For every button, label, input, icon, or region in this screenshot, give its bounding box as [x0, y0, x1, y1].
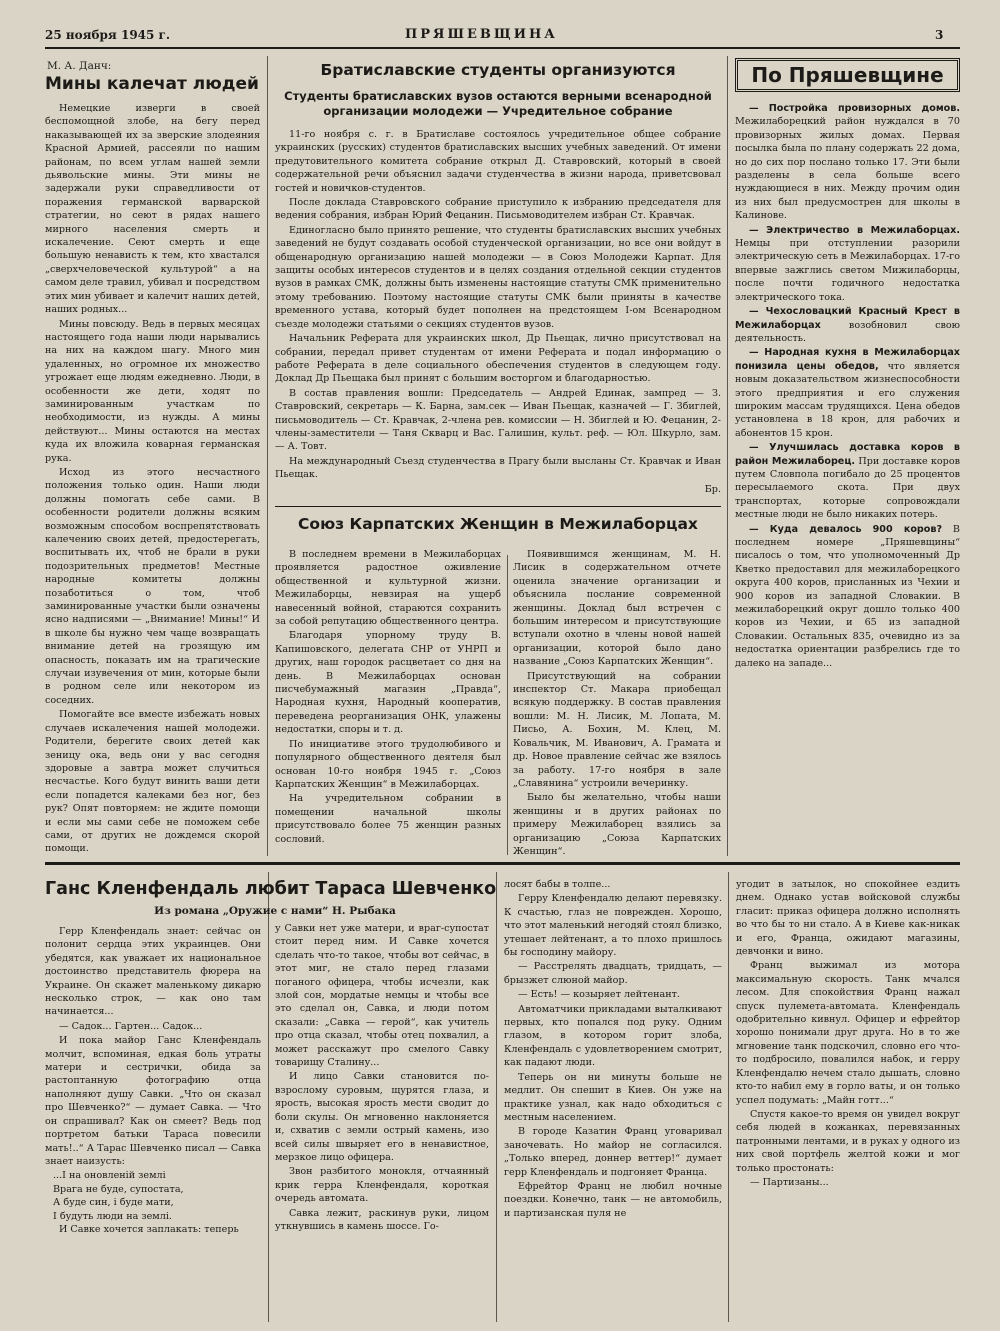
news-item [735, 523, 960, 670]
paragraph: Помогайте все вместе избежать новых случаев искалечения нашей молодежи. Родители, берегите своих детей как зеницу ока, ведь они у вас сегодня здоровые а завтра может случиться несчастье. Кого будут винить ваши дети если попадется калеками без ног, без рук? Опят повторяем: не ждите помощи и если мы сами себе не поможем себе сами, от других не дождемся скорой помощи. [45, 709, 260, 855]
paragraph: лосят бабы в толпе... [504, 879, 611, 890]
verse-line: А буде син, і буде мати, [53, 1197, 174, 1209]
article-title: Братиславские студенты организуются [320, 61, 676, 79]
news-item-lead: — Электричество в Межилаборцах. [749, 224, 960, 236]
paragraph: Единогласно было принято решение, что студенты братиславских высших учебных заведений не будут создавать особой студенческой организации, но все они войдут в общенародную организацию нашей молодежи — в Союз Молодежи Карпат. Для защиты особых интересов студентов и в целях создания отдельной секции студентов вузов в рамках СМК, должны быть изменены настоящие статуты СМК применительно этому требованию. Поэтому настоящие статуты СМК были приняты в качестве временного устава, который будет пополнен на предстоящем I-ом Всенародном съезде молодежи статьями о секциях студентов вузов. [275, 224, 721, 330]
paragraph: угодит в затылок, но спокойнее ездить днем. Однако устав войсковой службы гласит: приказ офицера должно исполнять во что бы то ни стало. А в Киеве как-никак и его, Франца, ожидают магазины, девчонки и вино. [736, 879, 960, 958]
news-item-lead: — Постройка провизорных домов. [749, 103, 960, 114]
paragraph: — Расстрелять двадцать, тридцать, — брызжет слюной майор. [504, 961, 722, 986]
news-item [735, 346, 960, 440]
news-item-text: что является новым доказательством жизнеспособности этого предприятия и его служения широким массам трудящихся. Цена обедов установлена в 18 крон, для рабочих и абонентов 15 крон. [735, 360, 960, 439]
paragraph: Франц выжимал из мотора максимальную скорость. Танк мчался лесом. Для спокойствия Франц нажал спуск пулемета-автомата. Кленфендаль одобрительно кивнул. Офицер и ефрейтор хорошо понимали друг друга. Но в то же мгновение танк подскочил, словно его что-то подбросило, повалился набок, и герру Кленфендалю нечем стало дышать, словно кто-то набил ему в горло ваты, и он только успел подумать: „Майн готт...“ [736, 960, 960, 1106]
column-divider [728, 872, 729, 1322]
news-item-lead: — Улучшилась доставка коров в район Межилаборец. [735, 442, 960, 467]
paragraph: у Савки нет уже матери, и враг-супостат стоит перед ним. И Савке хочется сделать что-то такое, чтобы вот сейчас, в этот миг, не стало перед глазами поганого офицера, чтобы исчезли, как злой сон, мордатые немцы и чтобы все это сделал он, Савка, и люди потом сказали: „Савка — герой“, как учитель про отца сказал, чтобы отец похвалил, а может расскажут про смелого Савку товарищу Сталину... [275, 923, 489, 1069]
issue-date: 25 ноября 1945 г. [45, 28, 171, 42]
paragraph: И лицо Савки становится по-взрослому суровым, щурятся глаза, и ярость, высокая ярость мести сводит до боли скулы. Он мгновенно наклоняется и, схватив с земли острый камень, изо всей силы швыряет его в ненавистное, мерзкое лицо офицера. [275, 1071, 489, 1163]
paragraph: Исход из этого несчастного положения только один. Наши люди должны помогать себе сами. В особенности родители должны всяким возможным способом воспрепятствовать калечению своих детей, предостерегать, воспитывать их, чтоб не брали в руки подозрительных предметов! Местные народные комитеты должны позаботиться о том, чтоб заминированные участки были означены ясно надписями — „Внимание! Мины!“ И в школе бы нужно чем чаще возвращать внимание детей на грозящую им опасность, показать им на трагические случаи изувечения от мин, которые были в родном селе или некотором из соседних. [45, 466, 260, 706]
paragraph: Звон разбитого монокля, отчаянный крик герра Кленфендаля, короткая очередь автомата. [275, 1166, 489, 1205]
news-item-text: В последнем номере „Пряшевщины“ писалось о том, что уполномоченный Др Кветко предоставил для межилаборецкого округа 400 коров, присланных из Чехии и 900 коров из западной Словакии. В межилаборецкий округ дошло только 400 коров из Чехии, и 65 из западной Словакии. Остальных 835, очевидно из за недостатка ориентации разбрелись где то далеко на западе... [735, 523, 960, 669]
paragraph: Появившимся женщинам, М. Н. Лисик в содержательном отчете оценила значение организации и объяснила послание современной женщины. Доклад был встречен с большим интересом и присутствующие вступали охотно в члены новой нашей организации, которой было дано название „Союз Карпатских Женщин“. [513, 549, 721, 668]
column-divider [267, 56, 268, 856]
news-item-text: Межилаборецкий район нуждался в 70 провизорных жилых домах. Первая посылка была по плану содержать 22 дома, но до сих пор послано только 17. Эти были разделены в села больше всего нуждающиеся в них. Между прочим один из них был предусмострен для школы в Калинове. [735, 116, 960, 222]
verse-line: ...І на оновленій землі [53, 1170, 166, 1182]
paragraph: На учредительном собрании в помещении начальной школы присутствовало более 75 женщин разных сословий. [275, 793, 501, 845]
paragraph: В последнем времени в Межилаборцах проявляется радостное оживление общественной и культурной жизни. Межилаборцы, невзирая на ущерб навесенный войной, стараются сохранить за собой репутацию общественного центра. [275, 549, 501, 628]
article-mines [45, 60, 260, 860]
verse-line: Врага не буде, супостата, [53, 1183, 184, 1195]
paragraph: Теперь он ни минуты больше не медлит. Он спешит в Киев. Он уже на практике узнал, как надо обходиться с местным населением. [504, 1071, 722, 1123]
article-subtitle: Студенты братиславских вузов остаются верными всенародной организации молодежи — Учредительное собрание [284, 89, 712, 118]
section-rule [45, 862, 960, 865]
article-women-col2 [513, 548, 721, 858]
column-divider [727, 56, 728, 856]
paragraph: Автоматчики прикладами выталкивают первых, кто попался под руку. Одним глазом, в котором горит злоба, Кленфендаль с удовлетворением смотрит, как падают люди. [504, 1003, 722, 1069]
paragraph: Немецкие изверги в своей беспомощной злобе, на бегу перед наказывающей их за зверские злодеяния Красной Армией, рассеяли по нашим районам, по всем углам нашей земли дьявольские мины. Эти мины не задержали руки справедливости от поражения германской варварской стратегии, но сеют в рядах нашего мирного населения смерть и искалечение. Сеют смерть и еще большую ненависть к тем, кто хвастался „сверхчеловеческой культурой“ а на самом деле травил, убивал и посредством этих мин убивает и калечит наших детей, наших родных... [45, 103, 260, 316]
paragraph: Спустя какое-то время он увидел вокруг себя людей в кожанках, перевязанных патронными лентами, и в руках у одного из них свой портфель желтой кожи и мог только простонать: [736, 1108, 960, 1174]
column-divider [507, 555, 508, 855]
paragraph: В городе Казатин Франц уговаривал заночевать. Но майор не согласился. „Только вперед, доннер веттер!“ думает герр Кленфендаль и подгоняет Франца. [504, 1126, 722, 1178]
paragraph: 11-го ноября с. г. в Братиславе состоялось учредительное общее собрание украинских (русских) студентов братиславских высших учебных заведений. От имени предутовительного комитета собрание открыл Д. Ставровский, который в своей содержательной речи объяснил задачи студенчества в жизни народа, приветсвовал гостей и новичков-студентов. [275, 129, 721, 194]
paragraph: — Есть! — козыряет лейтенант. [518, 989, 680, 1001]
news-item [735, 102, 960, 223]
paragraph: И Савке хочется заплакать: теперь [59, 1223, 239, 1235]
paragraph: На международный Съезд студенчества в Прагу были высланы Ст. Кравчак и Иван Пьещак. [275, 455, 721, 481]
article-subtitle: Из романа „Оружие с нами“ Н. Рыбака [154, 905, 396, 917]
novel-col4 [736, 878, 960, 1326]
paragraph: Савка лежит, раскинув руки, лицом уткнувшись в камень шоссе. Го- [275, 1207, 489, 1232]
page-number: 3 [935, 28, 944, 42]
verse-line: І будуть люди на землі. [53, 1210, 172, 1222]
paragraph: Герр Кленфендаль знает: сейчас он полонит сердца этих украинцев. Они убедятся, как уважает их национальное достоинство представитель фюрера на Украине. Он скажет маленькому дикарю несколько строк, — как оно там начинается... [45, 926, 261, 1018]
article-students [275, 60, 721, 500]
news-item-lead: — Куда девалось 900 коров? [749, 523, 943, 535]
paragraph: Мины повсюду. Ведь в первых месяцах настоящего года наши люди нарывались на них на каждом шагу. Много мин удаленных, но огромное их множество угрожает еще людям ежедневно. Люди, в особенности же дети, ходят по заминированным участкам по необходимости, из нужды. А мины действуют... Мины остаются на местах куда их вложила коварная германская рука. [45, 318, 260, 464]
paragraph: Было бы желательно, чтобы наши женщины и в других районах по примеру Межилаборец взялись за организацию „Союза Карпатских Женщин“. [513, 792, 721, 857]
column-divider [496, 872, 497, 1322]
news-item-lead: — Народная кухня в Межилаборцах понизила цены обедов, [735, 347, 960, 372]
news-item-lead: — Чехословацкий Красный Крест в Межилаборцах [735, 306, 960, 331]
news-item-text: возобновил свою деятельность. [735, 319, 960, 344]
paragraph: По инициативе этого трудолюбивого и популярного общественного деятеля был основан 10-го ноября 1945 г. „Союз Карпатских Женщин“ в Межилаборцах. [275, 738, 501, 790]
article-title: Ганс Кленфендаль любит Тараса Шевченко [45, 879, 497, 899]
article-author: М. А. Данч: [47, 60, 112, 72]
news-item-text: Немцы при отступлении разорили электрическую сеть в Межилаборцах. 17-го впервые зажглись светом Мижилаборцы, после почти годичного недостатка электрического тока. [735, 238, 960, 303]
news-item [735, 224, 960, 304]
article-title: Мины калечат людей [45, 74, 259, 94]
paragraph: И пока майор Ганс Кленфендаль молчит, вспоминая, едкая боль утраты матери и сестрички, обида за растоптанную фотографию отца наполняют душу Савки. „Что он сказал про Шевченко?“ — думает Савка. — Что он спрашивал? Как он смеет? Ведь под портретом батьки Тараса повесили мать!..“ А Тарас Шевченко писал — Савка знает наизусть: [45, 1035, 261, 1167]
paragraph: — Партизаны... [750, 1176, 829, 1188]
paragraph: После доклада Ставровского собрание приступило к избранию председателя для ведения собрания, избран Юрий Фецанин. Письмоводителем избран Ст. Кравчак. [275, 197, 721, 222]
paragraph: Герру Кленфендалю делают перевязку. К счастью, глаз не поврежден. Хорошо, что этот маленький негодяй стоял близко, утешает лейтенант, а то плохо пришлось бы господину майору. [504, 893, 722, 959]
paragraph: Присутствующий на собрании инспектор Ст. Макара приобещал всякую поддержку. В состав правления вошли: М. Н. Лисик, М. Лопата, М. Письо, А. Бохин, М. Клец, М. Ковальчик, М. Иванович, А. Грамата и др. Новое правление сейчас же взялось за работу. 17-го ноября в зале „Славянина“ устроили вечеринку. [513, 670, 721, 789]
paragraph: Благодаря упорному труду В. Капишовского, делегата СНР от УНРП и других, наш городок расцветает со дня на день. В Межилаборцах основан писчебумажный магазин „Правда“, Народная кухня, Народный кооператив, переведена реорганизация ОНК, улажены недостатки, споры и т. д. [275, 630, 501, 736]
novel-col3 [504, 878, 722, 1326]
paragraph: Начальник Реферата для украинских школ, Др Пьещак, лично присутствовал на собрании, передал привет студентам от имени Реферата и подал информацию о работе Реферата в деле социального обеспечения студентов в следующем году. Доклад Др Пьещака был принят с большим восторгом и благодарностью. [275, 333, 721, 385]
paragraph: В состав правления вошли: Председатель — Андрей Единак, зампред — З. Ставровский, секретарь — К. Барна, зам.сек — Иван Пьещак, казначей — Г. Збиглей, письмоводитель — Ст. Кравчак, 2-члена рев. комиссии — Н. Збиглей и Ю. Фецанин, 2-члены-заместители — Таня Скварц и Вас. Галишин, культ. реф. — Юл. Шкурло, зам. — А. Товт. [275, 387, 721, 453]
article-title: Союз Карпатских Женщин в Межилаборцах [298, 515, 698, 533]
news-item [735, 305, 960, 345]
column-region [735, 58, 960, 858]
article-signature: Бр. [704, 483, 721, 495]
column-title: По Пряшевщине [735, 58, 960, 92]
paragraph: Ефрейтор Франц не любил ночные поездки. Конечно, танк — не автомобиль, и партизанская пуля не [504, 1180, 722, 1219]
news-item-text: При доставке коров путем Словпола погибало до 25 процентов пересылаемого скота. При двух транспортах, которые сопровождали местные люди не было никаких потерь. [735, 455, 960, 521]
news-item [735, 441, 960, 521]
masthead-rule [45, 47, 960, 49]
section-rule [275, 506, 721, 507]
article-women-title-block [275, 514, 721, 544]
newspaper-title: ПРЯШЕВЩИНА [405, 27, 558, 42]
paragraph: — Садок... Гартен... Садок... [59, 1020, 203, 1032]
article-women-col1 [275, 548, 501, 858]
novel-col2 [275, 922, 489, 1326]
column-divider [268, 872, 269, 1322]
